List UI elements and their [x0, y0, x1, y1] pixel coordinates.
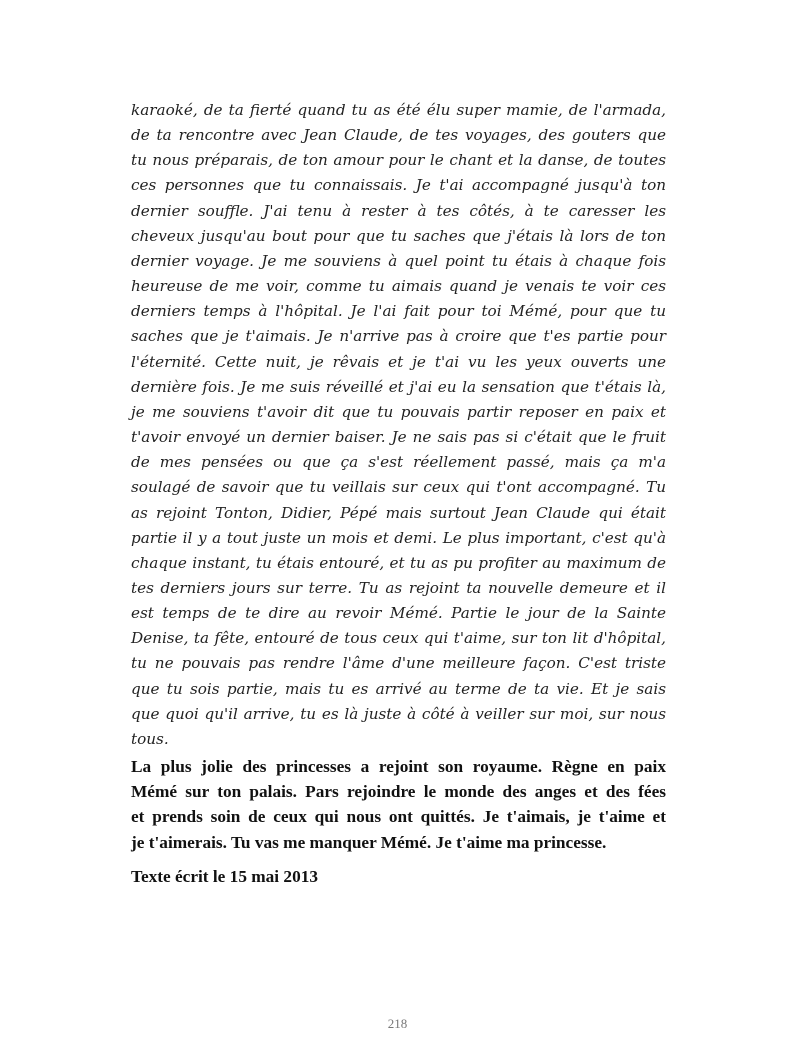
text-line: je me souviens t'avoir dit que tu pouvais partir reposer en paix et — [131, 402, 666, 421]
page-number: 218 — [387, 1016, 408, 1031]
text-line: karaoké, de ta fierté quand tu as été élu super mamie, de l'armada, — [131, 101, 666, 119]
text-line: ces personnes que tu connaissais. Je t'ai accompagné jusqu'à ton — [131, 176, 666, 195]
text-line: de ta rencontre avec Jean Claude, de tes voyages, des gouters que — [131, 126, 666, 145]
text-line: est temps de te dire au revoir Mémé. Partie le jour de la Sainte — [131, 604, 666, 623]
text-line: l'éternité. Cette nuit, je rêvais et je t'ai vu les yeux ouverts une — [131, 352, 666, 371]
text-line: soulagé de savoir que tu veillais sur ceux qui t'ont accompagné. Tu — [131, 478, 666, 497]
text-line: tu nous préparais, de ton amour pour le chant et la danse, de toutes — [131, 151, 666, 170]
text-line: as rejoint Tonton, Didier, Pépé mais surtout Jean Claude qui était — [131, 503, 666, 522]
italic-paragraph — [131, 98, 666, 752]
date-line: Texte écrit le 15 mai 2013 — [131, 866, 318, 886]
text-line: tu ne pouvais pas rendre l'âme d'une meilleure façon. C'est triste — [131, 654, 666, 673]
text-line: cheveux jusqu'au bout pour que tu saches que j'étais là lors de ton — [131, 226, 666, 245]
text-line: dernier souffle. J'ai tenu à rester à tes côtés, à te caresser les — [131, 201, 666, 220]
text-line: Denise, ta fête, entouré de tous ceux qui t'aime, sur ton lit d'hôpital, — [131, 629, 666, 648]
text-line: derniers temps à l'hôpital. Je l'ai fait pour toi Mémé, pour que tu — [131, 302, 666, 321]
text-line: je t'aimerais. Tu vas me manquer Mémé. Je t'aime ma princesse. — [131, 832, 607, 852]
text-line: tes derniers jours sur terre. Tu as rejoint ta nouvelle demeure et il — [131, 578, 666, 597]
text-line: chaque instant, tu étais entouré, et tu as pu profiter au maximum de — [131, 553, 666, 572]
text-line: que quoi qu'il arrive, tu es là juste à côté à veiller sur moi, sur nous — [131, 704, 666, 723]
text-line: t'avoir envoyé un dernier baiser. Je ne sais pas si c'était que le fruit — [131, 428, 666, 447]
text-line: que tu sois partie, mais tu es arrivé au terme de ta vie. Et je sais — [131, 679, 666, 698]
text-line: tous. — [131, 729, 169, 748]
page-body — [131, 98, 666, 887]
text-line: dernière fois. Je me suis réveillé et j'ai eu la sensation que t'étais là, — [131, 377, 666, 396]
text-line: et prends soin de ceux qui nous ont quittés. Je t'aimais, je t'aime et — [131, 807, 666, 827]
text-line: de mes pensées ou que ça s'est réellement passé, mais ça m'a — [131, 453, 666, 472]
text-line: Mémé sur ton palais. Pars rejoindre le monde des anges et des fées — [131, 782, 666, 802]
text-line: partie il y a tout juste un mois et demi. Le plus important, c'est qu'à — [131, 528, 666, 547]
text-line: dernier voyage. Je me souviens à quel point tu étais à chaque fois — [131, 251, 666, 270]
text-line: heureuse de me voir, comme tu aimais quand je venais te voir ces — [131, 277, 666, 296]
text-line: saches que je t'aimais. Je n'arrive pas à croire que t'es partie pour — [131, 327, 666, 346]
bold-paragraph — [131, 754, 666, 855]
text-line: La plus jolie des princesses a rejoint son royaume. Règne en paix — [131, 757, 666, 777]
